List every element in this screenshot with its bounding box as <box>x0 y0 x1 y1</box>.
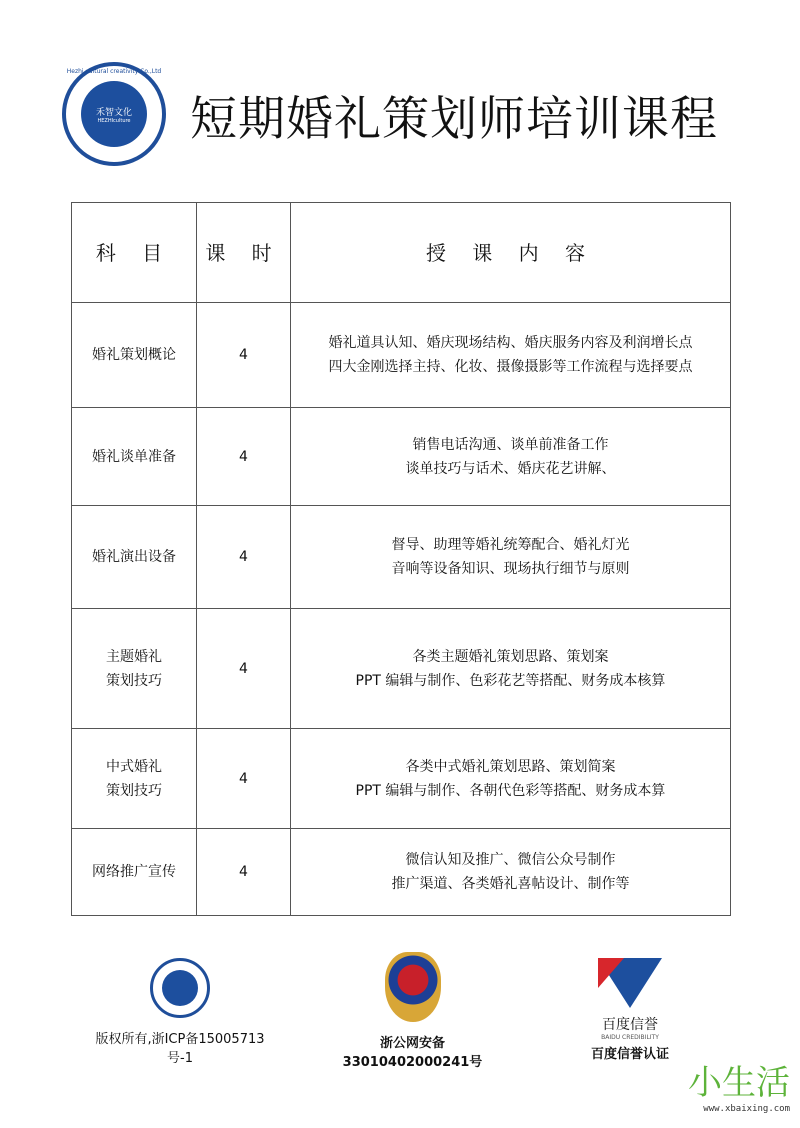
brand-logo-small <box>150 958 210 1018</box>
content-cell <box>291 609 731 729</box>
table-row <box>72 609 731 729</box>
hours-cell: 4 <box>197 729 291 829</box>
brand-logo <box>62 62 166 166</box>
content-line: 推广渠道、各类婚礼喜帖设计、制作等 <box>391 876 630 892</box>
table-row <box>72 729 731 829</box>
content-cell <box>291 506 731 609</box>
content-line: 督导、助理等婚礼统筹配合、婚礼灯光 <box>391 537 630 553</box>
baidu-logo-text: 百度信誉 <box>602 1017 658 1033</box>
content-line: 音响等设备知识、现场执行细节与原则 <box>391 561 630 577</box>
table-row <box>72 408 731 506</box>
content-cell <box>291 729 731 829</box>
content-line: PPT 编辑与制作、各朝代色彩等搭配、财务成本算 <box>355 782 666 799</box>
baidu-cert-text: 百度信誉认证 <box>590 1047 669 1062</box>
content-line: 各类中式婚礼策划思路、策划简案 <box>405 758 616 775</box>
content-line: PPT 编辑与制作、色彩花艺等搭配、财务成本核算 <box>355 672 666 689</box>
copyright-block <box>95 958 265 1066</box>
hours-cell: 4 <box>197 829 291 916</box>
subject-cell: 中式婚礼 策划技巧 <box>72 729 197 829</box>
content-line: 微信认知及推广、微信公众号制作 <box>405 852 616 868</box>
subject-cell: 网络推广宣传 <box>72 829 197 916</box>
table-row <box>72 829 731 916</box>
subject-cell: 婚礼策划概论 <box>72 303 197 408</box>
subject-cell: 婚礼谈单准备 <box>72 408 197 506</box>
header-hours: 课 时 <box>197 203 291 303</box>
table-row <box>72 303 731 408</box>
header-content: 授 课 内 容 <box>291 203 731 303</box>
content-line: 各类主题婚礼策划思路、策划案 <box>412 648 609 665</box>
watermark-text: 小生活 <box>688 1063 790 1103</box>
table-row <box>72 506 731 609</box>
hours-cell: 4 <box>197 408 291 506</box>
logo-name: 禾智文化 <box>95 107 132 118</box>
hours-cell: 4 <box>197 303 291 408</box>
content-cell <box>291 303 731 408</box>
hours-cell: 4 <box>197 506 291 609</box>
copyright-text: 版权所有,浙ICP备15005713号-1 <box>95 1032 265 1066</box>
baidu-en-text: BAIDU CREDIBILITY <box>601 1034 659 1041</box>
logo-ring-text: Hezhi cultural creativity Co.,Ltd <box>66 68 162 75</box>
content-line: 婚礼道具认知、婚庆现场结构、婚庆服务内容及利润增长点 <box>328 335 693 351</box>
page-title: 短期婚礼策划师培训课程 <box>190 92 718 147</box>
watermark-url: www.xbaixing.com <box>703 1104 790 1114</box>
police-text: 浙公网安备 33010402000241号 <box>342 1036 483 1070</box>
watermark <box>688 1055 790 1114</box>
content-line: 销售电话沟通、谈单前准备工作 <box>412 436 609 453</box>
police-emblem-icon <box>385 952 441 1022</box>
content-cell <box>291 408 731 506</box>
police-block <box>325 952 500 1070</box>
subject-cell: 婚礼演出设备 <box>72 506 197 609</box>
content-line: 四大金刚选择主持、化妆、摄像摄影等工作流程与选择要点 <box>328 359 693 375</box>
content-cell <box>291 829 731 916</box>
course-table <box>71 202 731 916</box>
hours-cell: 4 <box>197 609 291 729</box>
content-line: 谈单技巧与话术、婚庆花艺讲解、 <box>405 460 616 477</box>
baidu-v-icon <box>598 958 662 1008</box>
header-subject: 科 目 <box>72 203 197 303</box>
logo-en: HEZHIculture <box>97 117 131 124</box>
subject-cell: 主题婚礼 策划技巧 <box>72 609 197 729</box>
baidu-block <box>575 958 685 1062</box>
